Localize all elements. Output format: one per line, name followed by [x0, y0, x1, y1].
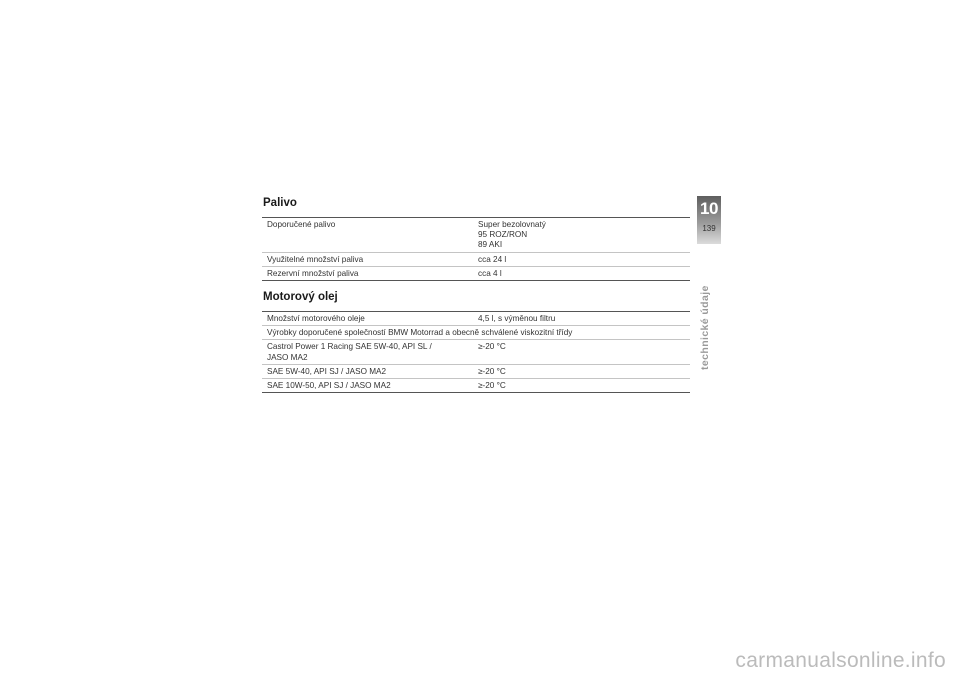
- oil-quantity-label: Množství motorového oleje: [267, 314, 365, 324]
- chapter-tab: [697, 196, 721, 244]
- oil-product-temp: ≥-20 °C: [478, 381, 506, 391]
- chapter-number: 10: [700, 199, 718, 218]
- table-row: [262, 253, 690, 267]
- page-number: 139: [702, 224, 716, 233]
- oil-product-temp: ≥-20 °C: [478, 366, 506, 376]
- fuel-aki-line: 89 AKI: [478, 240, 503, 250]
- oil-quantity-value: 4,5 l, s výměnou filtru: [478, 314, 556, 324]
- table-row: [262, 326, 690, 340]
- table-row: [262, 312, 690, 326]
- oil-product-name: SAE 10W-50, API SJ / JASO MA2: [267, 381, 391, 391]
- fuel-usable-value: cca 24 l: [478, 254, 507, 264]
- oil-product-temp: ≥-20 °C: [478, 342, 506, 352]
- table-row: [262, 379, 690, 393]
- fuel-reserve-value: cca 4 l: [478, 268, 502, 278]
- table-row: [262, 218, 690, 253]
- fuel-usable-label: Využitelné množství paliva: [267, 254, 364, 264]
- table-row: [262, 365, 690, 379]
- chapter-label: technické údaje: [699, 285, 711, 370]
- fuel-table: [262, 217, 690, 281]
- oil-product-name-line: JASO MA2: [267, 352, 308, 362]
- fuel-grade-line: Super bezolovnatý: [478, 220, 546, 229]
- fuel-reserve-label: Rezervní množství paliva: [267, 268, 359, 278]
- fuel-recommended-value: [474, 218, 690, 252]
- watermark: carmanualsonline.info: [735, 649, 946, 672]
- oil-section-title: Motorový olej: [263, 291, 338, 304]
- table-row: [262, 267, 690, 281]
- table-row: [262, 340, 690, 364]
- oil-table: [262, 311, 690, 393]
- oil-product-name-line: Castrol Power 1 Racing SAE 5W-40, API SL /: [267, 342, 432, 352]
- oil-product-name: [262, 340, 474, 363]
- fuel-section-title: Palivo: [263, 197, 297, 209]
- spec-content: [262, 196, 690, 393]
- fuel-ron-line: 95 ROZ/RON: [478, 230, 528, 240]
- oil-product-name: SAE 5W-40, API SJ / JASO MA2: [267, 366, 387, 376]
- fuel-recommended-label: Doporučené palivo: [267, 220, 336, 229]
- oil-products-header: Výrobky doporučené společností BMW Motorrad a obecně schválené viskozitní třídy: [267, 328, 573, 338]
